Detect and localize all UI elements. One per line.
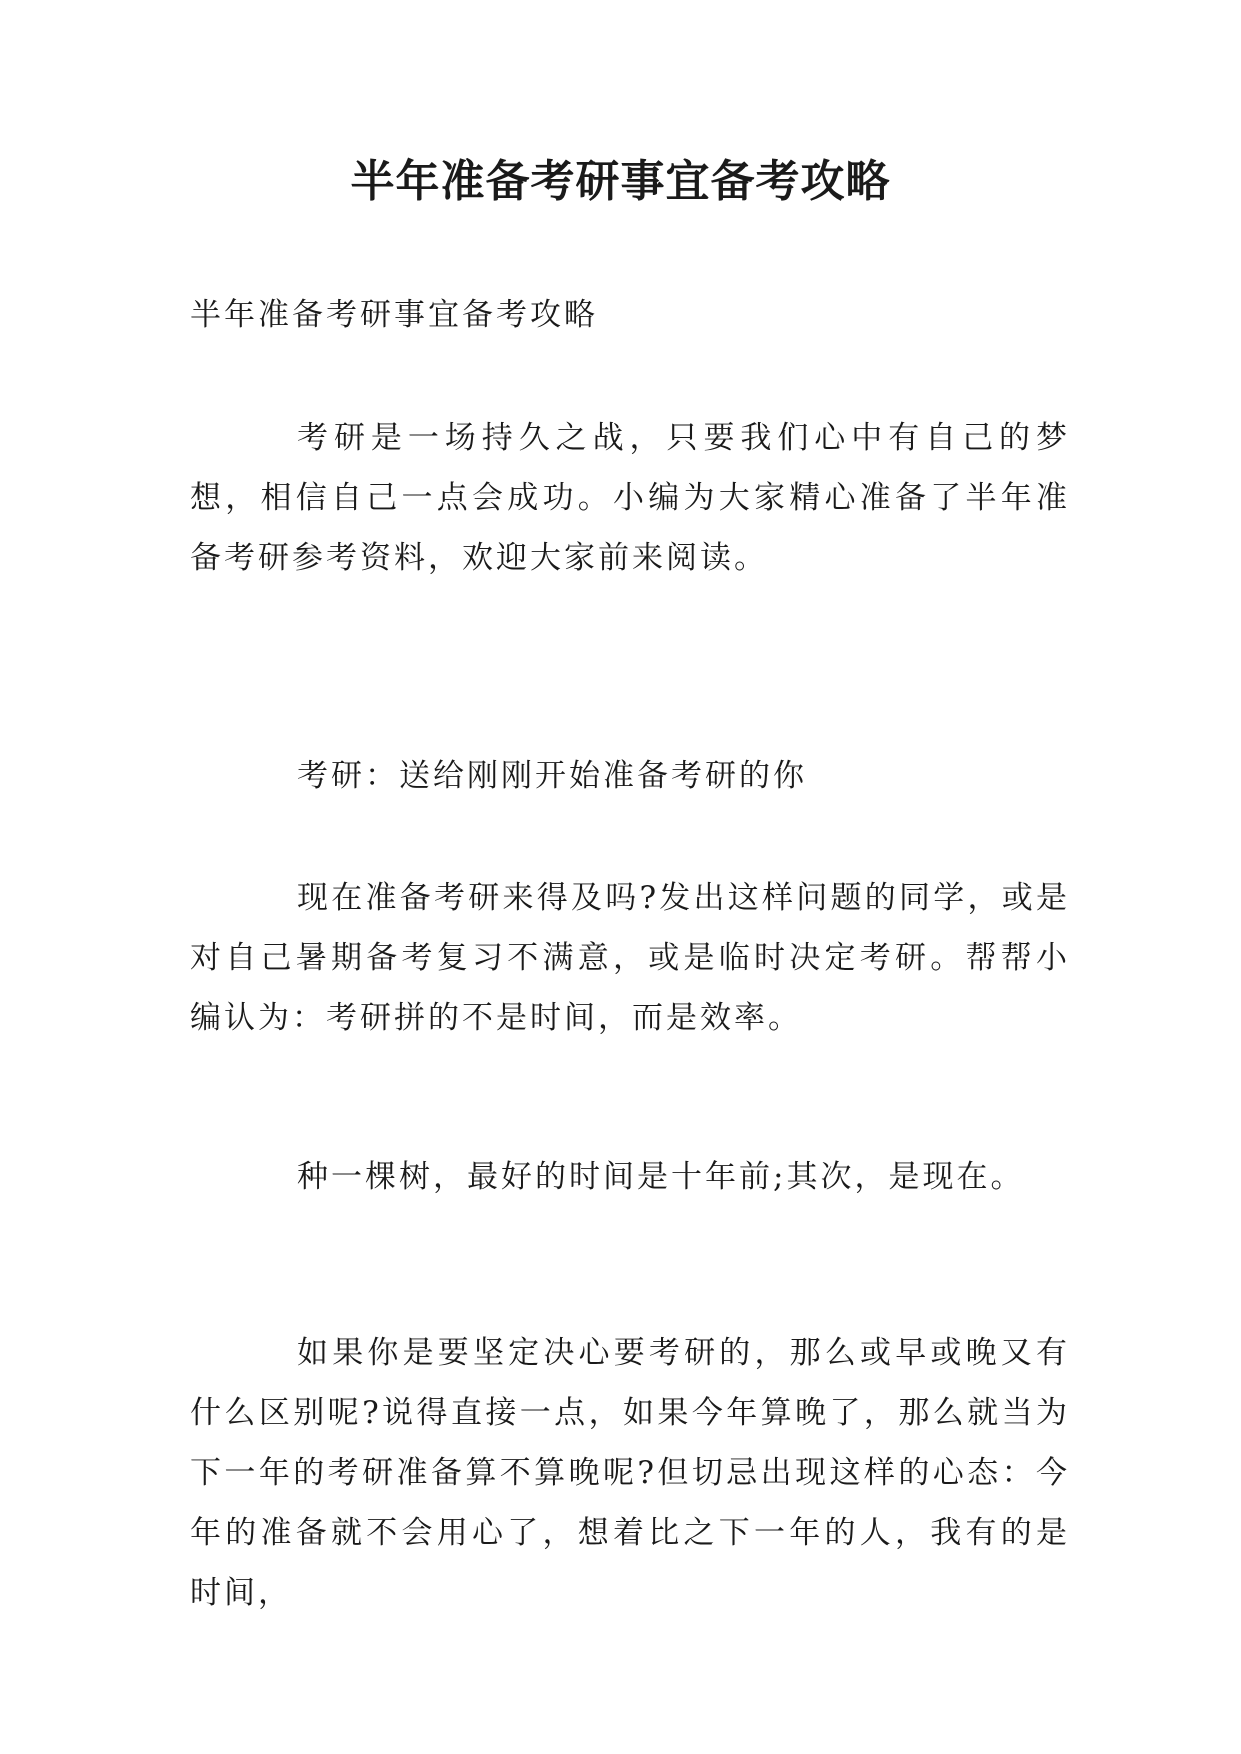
section-heading-paragraph: 考研：送给刚刚开始准备考研的你 [297,758,807,794]
advice-paragraph: 如果你是要坚定决心要考研的，那么或早或晚又有什么区别呢?说得直接一点，如果今年算晚了，那么就当为下一年的考研准备算不算晚呢?但切忌出现这样的心态：今年的准备就不会用心了，想着比之下一年的人，我有的是时间， [190,1335,1070,1611]
subtitle-paragraph: 半年准备考研事宜备考攻略 [190,297,598,333]
intro-paragraph: 考研是一场持久之战，只要我们心中有自己的梦想，相信自己一点会成功。小编为大家精心准备了半年准备考研参考资料，欢迎大家前来阅读。 [190,420,1070,576]
document-title: 半年准备考研事宜备考攻略 [350,156,891,207]
proverb-paragraph: 种一棵树，最好的时间是十年前;其次，是现在。 [297,1159,1025,1195]
question-paragraph: 现在准备考研来得及吗?发出这样问题的同学，或是对自己暑期备考复习不满意，或是临时决定考研。帮帮小编认为：考研拼的不是时间，而是效率。 [190,880,1070,1036]
